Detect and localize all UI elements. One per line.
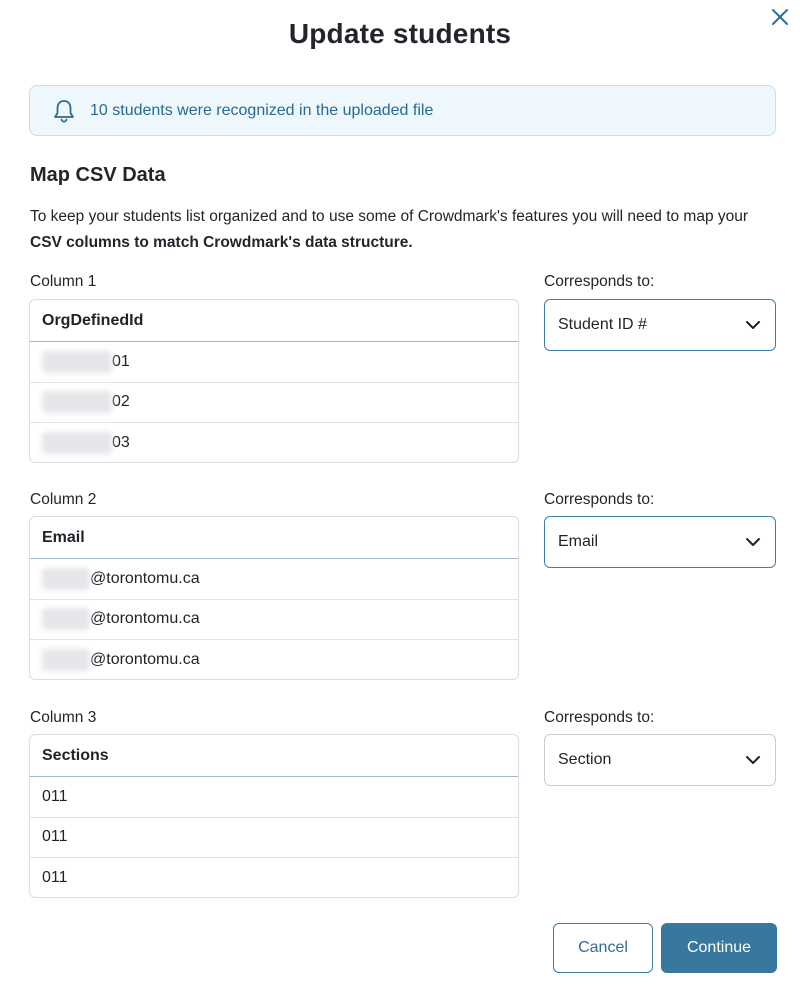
close-button[interactable] [768, 5, 792, 29]
table-header: OrgDefinedId [30, 300, 518, 342]
column-3-mapping-select[interactable] [544, 734, 776, 786]
bell-icon [53, 99, 75, 123]
continue-button[interactable]: Continue [661, 923, 777, 973]
cell-value: 03 [112, 434, 130, 452]
column-3-label: Column 3 [30, 709, 97, 726]
info-banner [29, 85, 776, 136]
table-row [30, 383, 518, 424]
table-row [30, 559, 518, 600]
cell-value: @torontomu.ca [90, 651, 200, 669]
cancel-button[interactable]: Cancel [553, 923, 653, 973]
corresponds-label-1: Corresponds to: [544, 273, 655, 290]
redacted-value [42, 351, 112, 373]
table-row [30, 858, 518, 898]
chevron-down-icon [745, 754, 761, 766]
column-2-label: Column 2 [30, 491, 97, 508]
redacted-value [42, 432, 112, 454]
table-header: Sections [30, 735, 518, 777]
column-2-mapping-select[interactable] [544, 516, 776, 568]
cell-value: @torontomu.ca [90, 569, 200, 587]
column-1-label: Column 1 [30, 273, 97, 290]
table-row [30, 777, 518, 818]
table-row [30, 818, 518, 859]
dialog-title: Update students [288, 18, 512, 49]
redacted-value [42, 391, 112, 413]
cell-value: 011 [42, 828, 68, 846]
cell-value: 011 [42, 869, 68, 887]
column-2-preview-table [29, 516, 519, 680]
table-row [30, 600, 518, 641]
description-bold-text: CSV columns to match Crowdmark's data structure. [30, 234, 413, 251]
cell-value: 01 [112, 352, 130, 370]
cell-value: 02 [112, 393, 130, 411]
close-icon[interactable] [768, 5, 792, 29]
mapping-description [30, 204, 775, 256]
table-header: Email [30, 517, 518, 559]
column-1-preview-table [29, 299, 519, 463]
column-1-mapping-select[interactable] [544, 299, 776, 351]
table-row [30, 342, 518, 383]
column-3-preview-table [29, 734, 519, 898]
redacted-value [42, 608, 90, 630]
cell-value: @torontomu.ca [90, 610, 200, 628]
select-value: Section [558, 751, 612, 768]
table-row [30, 640, 518, 680]
banner-text: 10 students were recognized in the uploaded file [90, 102, 434, 119]
description-text: To keep your students list organized and to use some of Crowdmark's features you will need to map your [30, 208, 749, 225]
chevron-down-icon [745, 319, 761, 331]
select-value: Student ID # [558, 316, 647, 333]
corresponds-label-2: Corresponds to: [544, 491, 655, 508]
redacted-value [42, 568, 90, 590]
select-value: Email [558, 533, 599, 550]
cell-value: 011 [42, 787, 68, 805]
table-row [30, 423, 518, 463]
redacted-value [42, 649, 90, 671]
section-heading: Map CSV Data [30, 164, 166, 186]
corresponds-label-3: Corresponds to: [544, 709, 655, 726]
chevron-down-icon [745, 536, 761, 548]
